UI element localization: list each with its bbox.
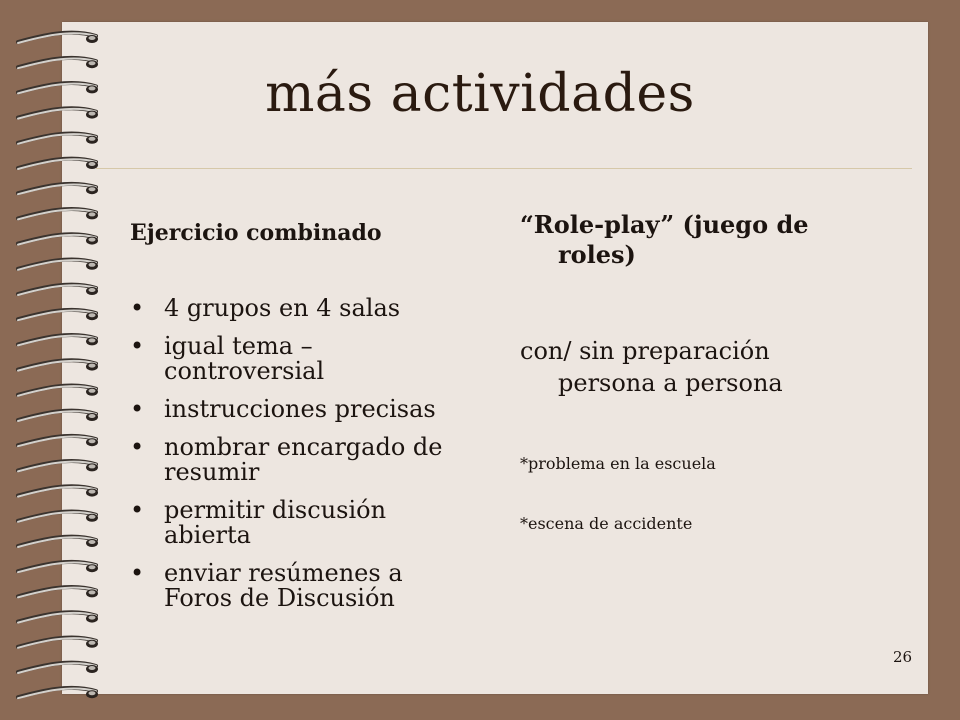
right-body-line2: persona a persona bbox=[558, 369, 783, 397]
spiral-ring-icon bbox=[18, 637, 98, 647]
bullet-icon: • bbox=[130, 496, 145, 524]
spiral-ring-icon bbox=[18, 133, 98, 143]
spiral-ring-icon bbox=[18, 486, 98, 496]
list-item-text: enviar resúmenes a bbox=[164, 559, 403, 587]
spiral-ring-icon bbox=[18, 562, 98, 572]
spiral-ring-icon bbox=[18, 385, 98, 395]
spiral-ring-icon bbox=[18, 159, 98, 169]
right-body-line1: con/ sin preparación bbox=[520, 337, 770, 365]
list-item-text: permitir discusión bbox=[164, 496, 387, 524]
spiral-ring-icon bbox=[18, 360, 98, 370]
spiral-ring-icon bbox=[18, 436, 98, 446]
bullet-icon: • bbox=[130, 294, 145, 322]
spiral-ring-icon bbox=[18, 663, 98, 673]
spiral-ring-icon bbox=[18, 411, 98, 421]
left-bullet-list bbox=[130, 296, 500, 624]
spiral-ring-icon bbox=[18, 33, 98, 43]
list-item-text-cont: Foros de Discusión bbox=[164, 584, 395, 612]
spiral-ring-icon bbox=[18, 310, 98, 320]
right-column-heading bbox=[520, 210, 860, 270]
right-note-1: *problema en la escuela bbox=[520, 454, 716, 473]
list-item bbox=[130, 498, 500, 548]
left-column-heading: Ejercicio combinado bbox=[130, 220, 382, 246]
list-item-text-cont: controversial bbox=[164, 357, 325, 385]
right-heading-line2: roles) bbox=[558, 240, 636, 269]
spiral-ring-icon bbox=[18, 234, 98, 244]
slide-title: más actividades bbox=[265, 64, 695, 124]
spiral-ring-icon bbox=[18, 461, 98, 471]
list-item-text: igual tema – bbox=[164, 332, 313, 360]
list-item bbox=[130, 561, 500, 611]
spiral-ring-icon bbox=[18, 285, 98, 295]
bullet-icon: • bbox=[130, 395, 145, 423]
spiral-ring-icon bbox=[18, 209, 98, 219]
list-item bbox=[130, 296, 500, 321]
bullet-icon: • bbox=[130, 559, 145, 587]
spiral-ring-icon bbox=[18, 612, 98, 622]
spiral-ring-icon bbox=[18, 184, 98, 194]
list-item bbox=[130, 435, 500, 485]
spiral-ring-icon bbox=[18, 259, 98, 269]
list-item-text-cont: abierta bbox=[164, 521, 251, 549]
list-item-text-cont: resumir bbox=[164, 458, 260, 486]
spiral-ring-icon bbox=[18, 511, 98, 521]
list-item bbox=[130, 397, 500, 422]
page-number: 26 bbox=[893, 648, 913, 666]
list-item-text: 4 grupos en 4 salas bbox=[164, 294, 401, 322]
right-note-2: *escena de accidente bbox=[520, 514, 693, 533]
spiral-ring-icon bbox=[18, 335, 98, 345]
spiral-ring-icon bbox=[18, 587, 98, 597]
right-heading-line1: “Role-play” (juego de bbox=[520, 210, 809, 239]
list-item-text: instrucciones precisas bbox=[164, 395, 436, 423]
bullet-icon: • bbox=[130, 332, 145, 360]
bullet-icon: • bbox=[130, 433, 145, 461]
list-item bbox=[130, 334, 500, 384]
list-item-text: nombrar encargado de bbox=[164, 433, 443, 461]
spiral-ring-icon bbox=[18, 688, 98, 698]
title-divider bbox=[96, 168, 912, 169]
spiral-ring-icon bbox=[18, 537, 98, 547]
